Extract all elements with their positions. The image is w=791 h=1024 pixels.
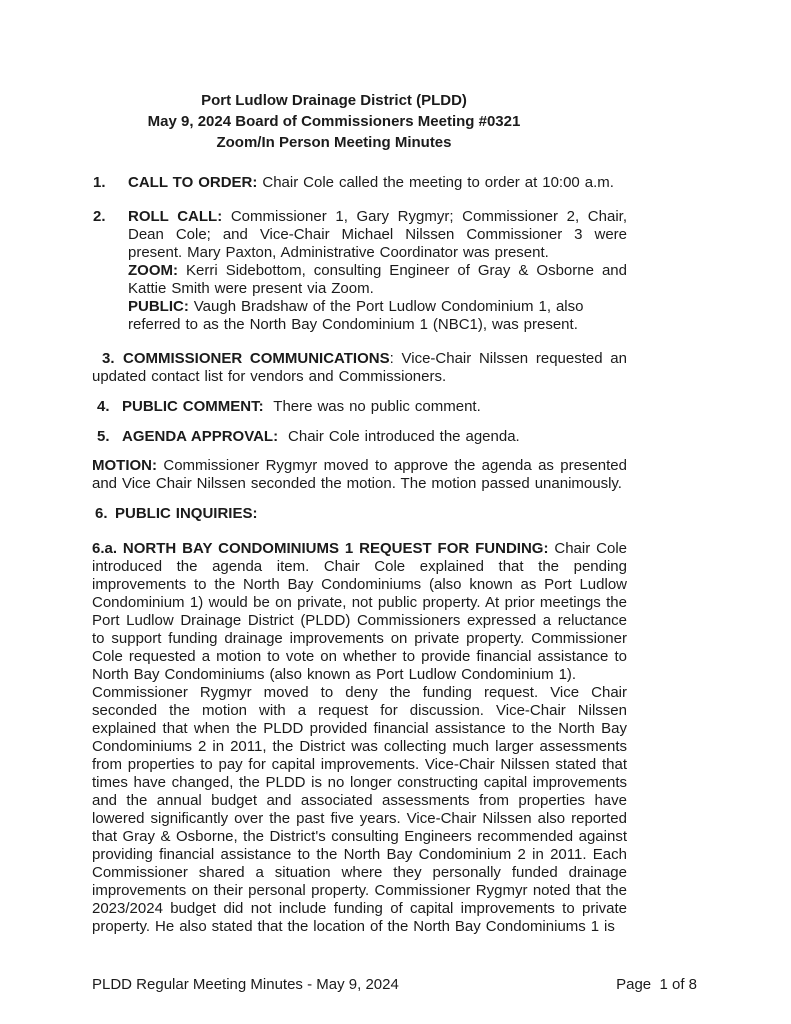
title-minutes-type: Zoom/In Person Meeting Minutes	[216, 134, 452, 151]
section-commissioner-communications	[92, 350, 627, 386]
section-body-text: There was no public comment.	[263, 398, 481, 415]
section-body-text: Commissioner Rygmyr moved to deny the funding request. Vice Chair seconded the motion with a request for discussion. Vice-Chair Nilssen explained that when the PLDD provided financial assistance to the North Bay Condominiums 2 in 2011, the District was collecting much larger assessments from properties to pay for capital improvements. Vice-Chair Nilssen stated that times have changed, the PLDD is no longer constructing capital improvements and the annual budget and associated assessments from properties have lowered significantly over the past five years. Vice-Chair Nilssen also reported that Gray & Osborne, the District's consulting Engineers recommended against providing financial assistance to the North Bay Condominium 2 in 2011. Each Commissioner shared a situation where they personally funded drainage improvements on their personal property. Commissioner Rygmyr noted that the 2023/2024 budget did not include funding of capital improvements to private property. He also stated that the location of the North Bay Condominiums 1 is	[92, 684, 627, 935]
section-number: 3.	[102, 350, 115, 367]
title-meeting-line: May 9, 2024 Board of Commissioners Meeting #0321	[147, 113, 521, 130]
motion-body-text: Commissioner Rygmyr moved to approve the agenda as presented and Vice Chair Nilssen seconded the motion. The motion passed unanimously.	[92, 457, 627, 492]
section-number: 2.	[93, 208, 106, 225]
section-heading: CALL TO ORDER:	[128, 174, 258, 191]
motion-heading: MOTION:	[92, 457, 157, 474]
section-call-to-order	[92, 174, 627, 192]
section-body-text: : Vice-Chair Nilssen requested an updated contact list for vendors and Commissioners.	[92, 350, 627, 385]
section-heading: 6.a. NORTH BAY CONDOMINIUMS 1 REQUEST FOR FUNDING:	[92, 540, 549, 557]
section-body-text: Chair Cole introduced the agenda item. Chair Cole explained that the pending improvements to the North Bay Condominiums (also known as Port Ludlow Condominium 1) would be on private, not public property. At prior meetings the Port Ludlow Drainage District (PLDD) Commissioners expressed a reluctance to support funding drainage improvements on private property. Commissioner Cole requested a motion to vote on whether to provide financial assistance to North Bay Condominiums (also known as Port Ludlow Condominium 1).	[92, 540, 627, 683]
section-nbc1-funding-paragraph-2	[92, 684, 627, 936]
section-heading: COMMISSIONER COMMUNICATIONS	[123, 350, 390, 367]
zoom-attendees-paragraph	[128, 262, 627, 298]
document-title-block	[92, 0, 576, 153]
section-public-comment	[92, 398, 627, 416]
section-heading: PUBLIC INQUIRIES:	[115, 505, 258, 522]
section-agenda-approval	[92, 428, 627, 446]
section-roll-call	[92, 208, 627, 334]
public-attendees-paragraph	[128, 298, 627, 334]
footer-page-number: Page 1 of 8	[616, 976, 697, 993]
title-district-name: Port Ludlow Drainage District (PLDD)	[201, 92, 467, 109]
zoom-heading: ZOOM:	[128, 262, 178, 279]
footer-document-title: PLDD Regular Meeting Minutes - May 9, 2024	[92, 976, 399, 993]
section-nbc1-funding-paragraph-1	[92, 540, 627, 684]
section-number: 4.	[97, 398, 110, 415]
section-heading: PUBLIC COMMENT:	[122, 398, 264, 415]
public-body-text: Vaugh Bradshaw of the Port Ludlow Condominium 1, also referred to as the North Bay Condominium 1 (NBC1), was present.	[128, 298, 584, 333]
section-public-inquiries	[92, 505, 627, 523]
section-number: 5.	[97, 428, 110, 445]
zoom-body-text: Kerri Sidebottom, consulting Engineer of Gray & Osborne and Kattie Smith were present via Zoom.	[128, 262, 627, 297]
page-footer	[92, 976, 697, 994]
motion-agenda-paragraph	[92, 457, 627, 493]
public-heading: PUBLIC:	[128, 298, 189, 315]
section-body-text: Chair Cole introduced the agenda.	[278, 428, 520, 445]
section-call-to-order-text	[128, 174, 627, 192]
section-body-text: Commissioner 1, Gary Rygmyr; Commissioner 2, Chair, Dean Cole; and Vice-Chair Michael Nilssen Commissioner 3 were present. Mary Paxton, Administrative Coordinator was present.	[128, 208, 627, 261]
section-number: 1.	[93, 174, 106, 191]
section-roll-call-text	[128, 208, 627, 334]
section-heading: AGENDA APPROVAL:	[122, 428, 279, 445]
section-heading: ROLL CALL:	[128, 208, 223, 225]
roll-call-paragraph	[128, 208, 627, 262]
section-number: 6.	[95, 505, 108, 522]
section-body-text: Chair Cole called the meeting to order at 10:00 a.m.	[257, 174, 614, 191]
